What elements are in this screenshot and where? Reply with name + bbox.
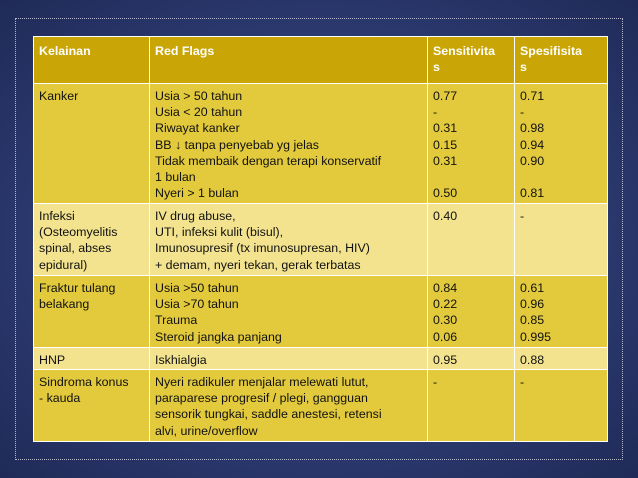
cell-line: epidural) xyxy=(39,257,88,272)
cell-line: 0.95 xyxy=(433,353,458,367)
cell-line: + demam, nyeri tekan, gerak terbatas xyxy=(155,257,361,272)
cell-spesifisitas xyxy=(515,204,608,276)
header-spesifisitas: Spesifisita s xyxy=(515,37,608,84)
cell-line: Iskhialgia xyxy=(155,353,207,367)
cell-line: belakang xyxy=(39,297,90,312)
cell-red-flags xyxy=(150,276,428,348)
cell-line: Trauma xyxy=(155,313,198,328)
cell-kelainan xyxy=(34,370,150,442)
cell-red-flags xyxy=(150,348,428,370)
cell-line: sensorik tungkai, saddle anestesi, retensi xyxy=(155,407,382,422)
cell-line: Riwayat kanker xyxy=(155,121,240,136)
cell-line: spinal, abses xyxy=(39,241,112,256)
cell-line: Nyeri radikuler menjalar melewati lutut, xyxy=(155,375,369,389)
cell-line: 0.88 xyxy=(520,353,545,367)
cell-line: 0.90 xyxy=(520,153,545,168)
cell-line: 0.31 xyxy=(433,153,458,168)
cell-line: 0.71 xyxy=(520,89,545,103)
cell-line: Tidak membaik dengan terapi konservatif xyxy=(155,153,382,168)
cell-line: HNP xyxy=(39,353,66,367)
cell-line: 0.31 xyxy=(433,121,458,136)
cell-line: Fraktur tulang xyxy=(39,281,116,295)
cell-sensitivitas xyxy=(428,276,515,348)
cell-spesifisitas xyxy=(515,370,608,442)
cell-line: Kanker xyxy=(39,89,79,103)
cell-line: 0.40 xyxy=(433,209,458,223)
cell-line: 0.98 xyxy=(520,121,545,136)
cell-line: alvi, urine/overflow xyxy=(155,423,258,438)
table-header-row xyxy=(34,37,608,84)
cell-line xyxy=(433,169,509,185)
cell-line: - xyxy=(520,209,525,223)
cell-kelainan xyxy=(34,348,150,370)
header-red-flags: Red Flags xyxy=(150,37,428,84)
cell-line: UTI, infeksi kulit (bisul), xyxy=(155,225,284,240)
cell-line: 0.22 xyxy=(433,297,458,312)
table-row xyxy=(34,370,608,442)
cell-line: 0.995 xyxy=(520,329,552,344)
cell-line: - xyxy=(433,375,438,389)
cell-line: Usia >50 tahun xyxy=(155,281,239,295)
cell-line: 0.94 xyxy=(520,137,545,152)
cell-kelainan xyxy=(34,84,150,204)
cell-kelainan xyxy=(34,204,150,276)
cell-line: Usia >70 tahun xyxy=(155,297,239,312)
cell-spesifisitas xyxy=(515,348,608,370)
cell-line: - xyxy=(433,105,438,120)
cell-line: BB ↓ tanpa penyebab yg jelas xyxy=(155,137,319,152)
cell-kelainan xyxy=(34,276,150,348)
cell-line: 0.96 xyxy=(520,297,545,312)
cell-line: 0.50 xyxy=(433,186,458,201)
cell-line: 0.84 xyxy=(433,281,458,295)
cell-line: Steroid jangka panjang xyxy=(155,329,282,344)
cell-line: 0.77 xyxy=(433,89,458,103)
cell-line: 0.81 xyxy=(520,186,545,201)
cell-line: 0.15 xyxy=(433,137,458,152)
cell-sensitivitas xyxy=(428,204,515,276)
cell-sensitivitas xyxy=(428,84,515,204)
cell-line: 0.61 xyxy=(520,281,545,295)
table-row xyxy=(34,84,608,204)
cell-red-flags xyxy=(150,84,428,204)
cell-line: (Osteomyelitis xyxy=(39,225,118,240)
cell-sensitivitas xyxy=(428,348,515,370)
cell-line: Usia < 20 tahun xyxy=(155,105,243,120)
cell-spesifisitas xyxy=(515,84,608,204)
cell-line: 0.30 xyxy=(433,313,458,328)
table-row xyxy=(34,276,608,348)
cell-red-flags xyxy=(150,370,428,442)
cell-line: - xyxy=(520,105,525,120)
cell-line: 1 bulan xyxy=(155,170,196,185)
cell-line: 0.85 xyxy=(520,313,545,328)
cell-line: IV drug abuse, xyxy=(155,209,236,223)
table-row xyxy=(34,204,608,276)
cell-line: - xyxy=(520,375,525,389)
cell-line: Sindroma konus xyxy=(39,375,129,389)
header-kelainan: Kelainan xyxy=(34,37,150,84)
cell-line: Infeksi xyxy=(39,209,75,223)
cell-spesifisitas xyxy=(515,276,608,348)
cell-line: Imunosupresif (tx imunosupresan, HIV) xyxy=(155,241,370,256)
cell-line: Nyeri > 1 bulan xyxy=(155,186,239,201)
red-flags-table xyxy=(33,36,608,442)
cell-line xyxy=(520,169,602,185)
cell-sensitivitas xyxy=(428,370,515,442)
cell-line: 0.06 xyxy=(433,329,458,344)
cell-red-flags xyxy=(150,204,428,276)
cell-line: Usia > 50 tahun xyxy=(155,89,243,103)
header-sensitivitas: Sensitivita s xyxy=(428,37,515,84)
table-row xyxy=(34,348,608,370)
cell-line: paraparese progresif / plegi, gangguan xyxy=(155,391,368,406)
cell-line: - kauda xyxy=(39,391,81,406)
